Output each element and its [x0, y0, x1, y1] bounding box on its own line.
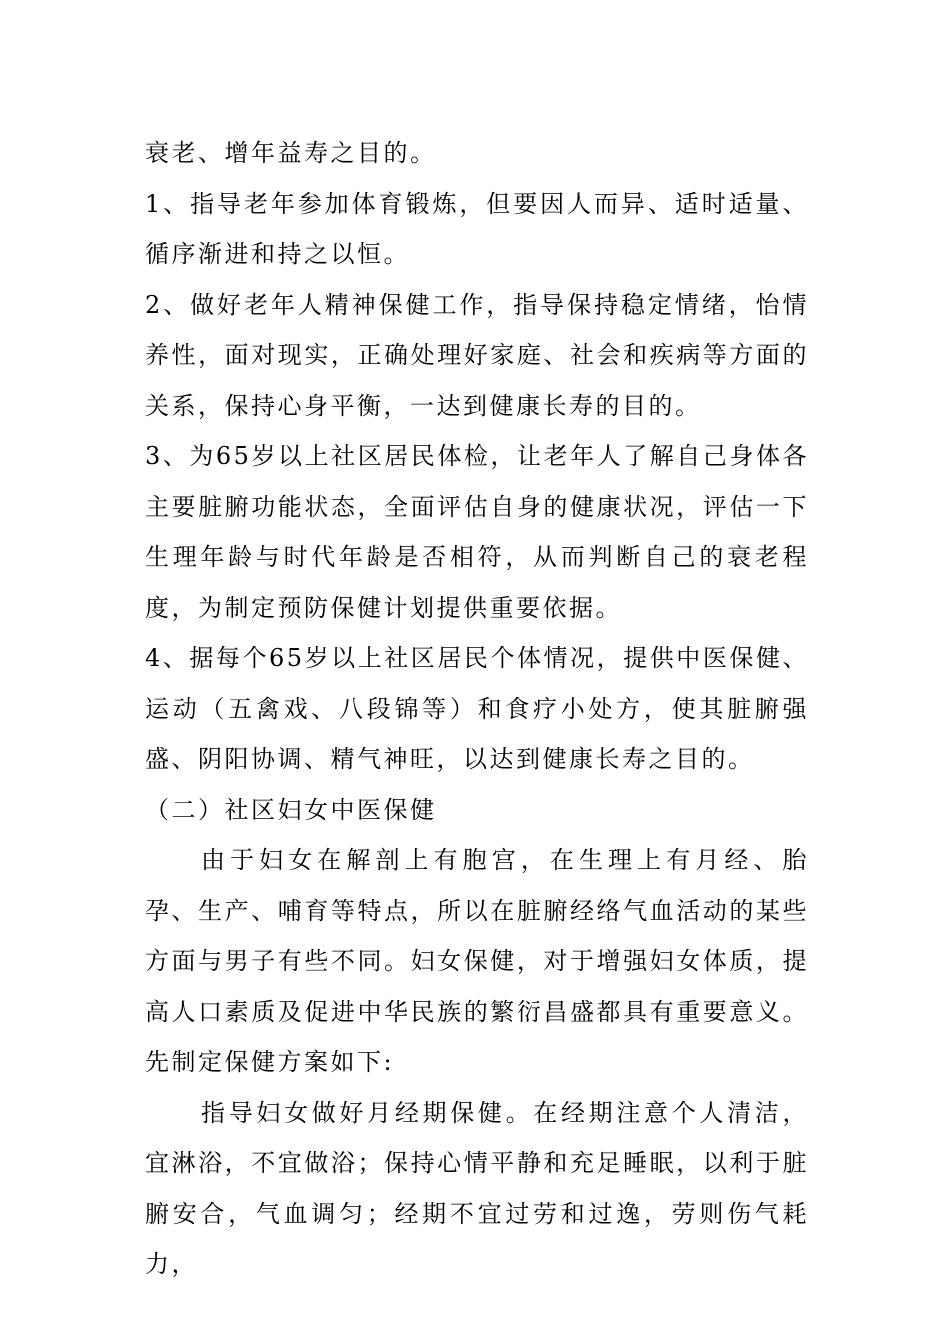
paragraph-intro: 由于妇女在解剖上有胞宫，在生理上有月经、胎孕、生产、哺育等特点，所以在脏腑经络气血活动的某些方面与男子有些不同。妇女保健，对于增强妇女体质，提高人口素质及促进中华民族的繁衍昌盛都具有重要意义。先制定保健方案如下: [145, 846, 809, 1076]
list-item-tcm-prescription: 4、据每个65岁以上社区居民个体情况，提供中医保健、运动（五禽戏、八段锦等）和食疗小处方，使其脏腑强盛、阴阳协调、精气神旺，以达到健康长寿之目的。 [145, 644, 809, 773]
list-item-mental-health: 2、做好老年人精神保健工作，指导保持稳定情绪，怡情养性，面对现实，正确处理好家庭、社会和疾病等方面的关系，保持心身平衡，一达到健康长寿的目的。 [145, 290, 809, 420]
list-item-physical-exam: 3、为65岁以上社区居民体检，让老年人了解自己身体各主要脏腑功能状态，全面评估自身的健康状况，评估一下生理年龄与时代年龄是否相符，从而判断自己的衰老程度，为制定预防保健计划提供重要依据。 [145, 442, 809, 622]
section-heading: （二）社区妇女中医保健 [145, 795, 437, 824]
document-body [145, 128, 809, 1290]
paragraph-menstrual-care: 指导妇女做好月经期保健。在经期注意个人清洁，宜淋浴，不宜做浴；保持心情平静和充足睡眠，以利于脏腑安合，气血调匀；经期不宜过劳和过逸，劳则伤气耗力， [145, 1098, 809, 1278]
list-item-exercise: 1、指导老年参加体育锻炼，但要因人而异、适时适量、循序渐进和持之以恒。 [145, 189, 809, 268]
paragraph-continuation: 衰老、增年益寿之目的。 [145, 139, 437, 167]
